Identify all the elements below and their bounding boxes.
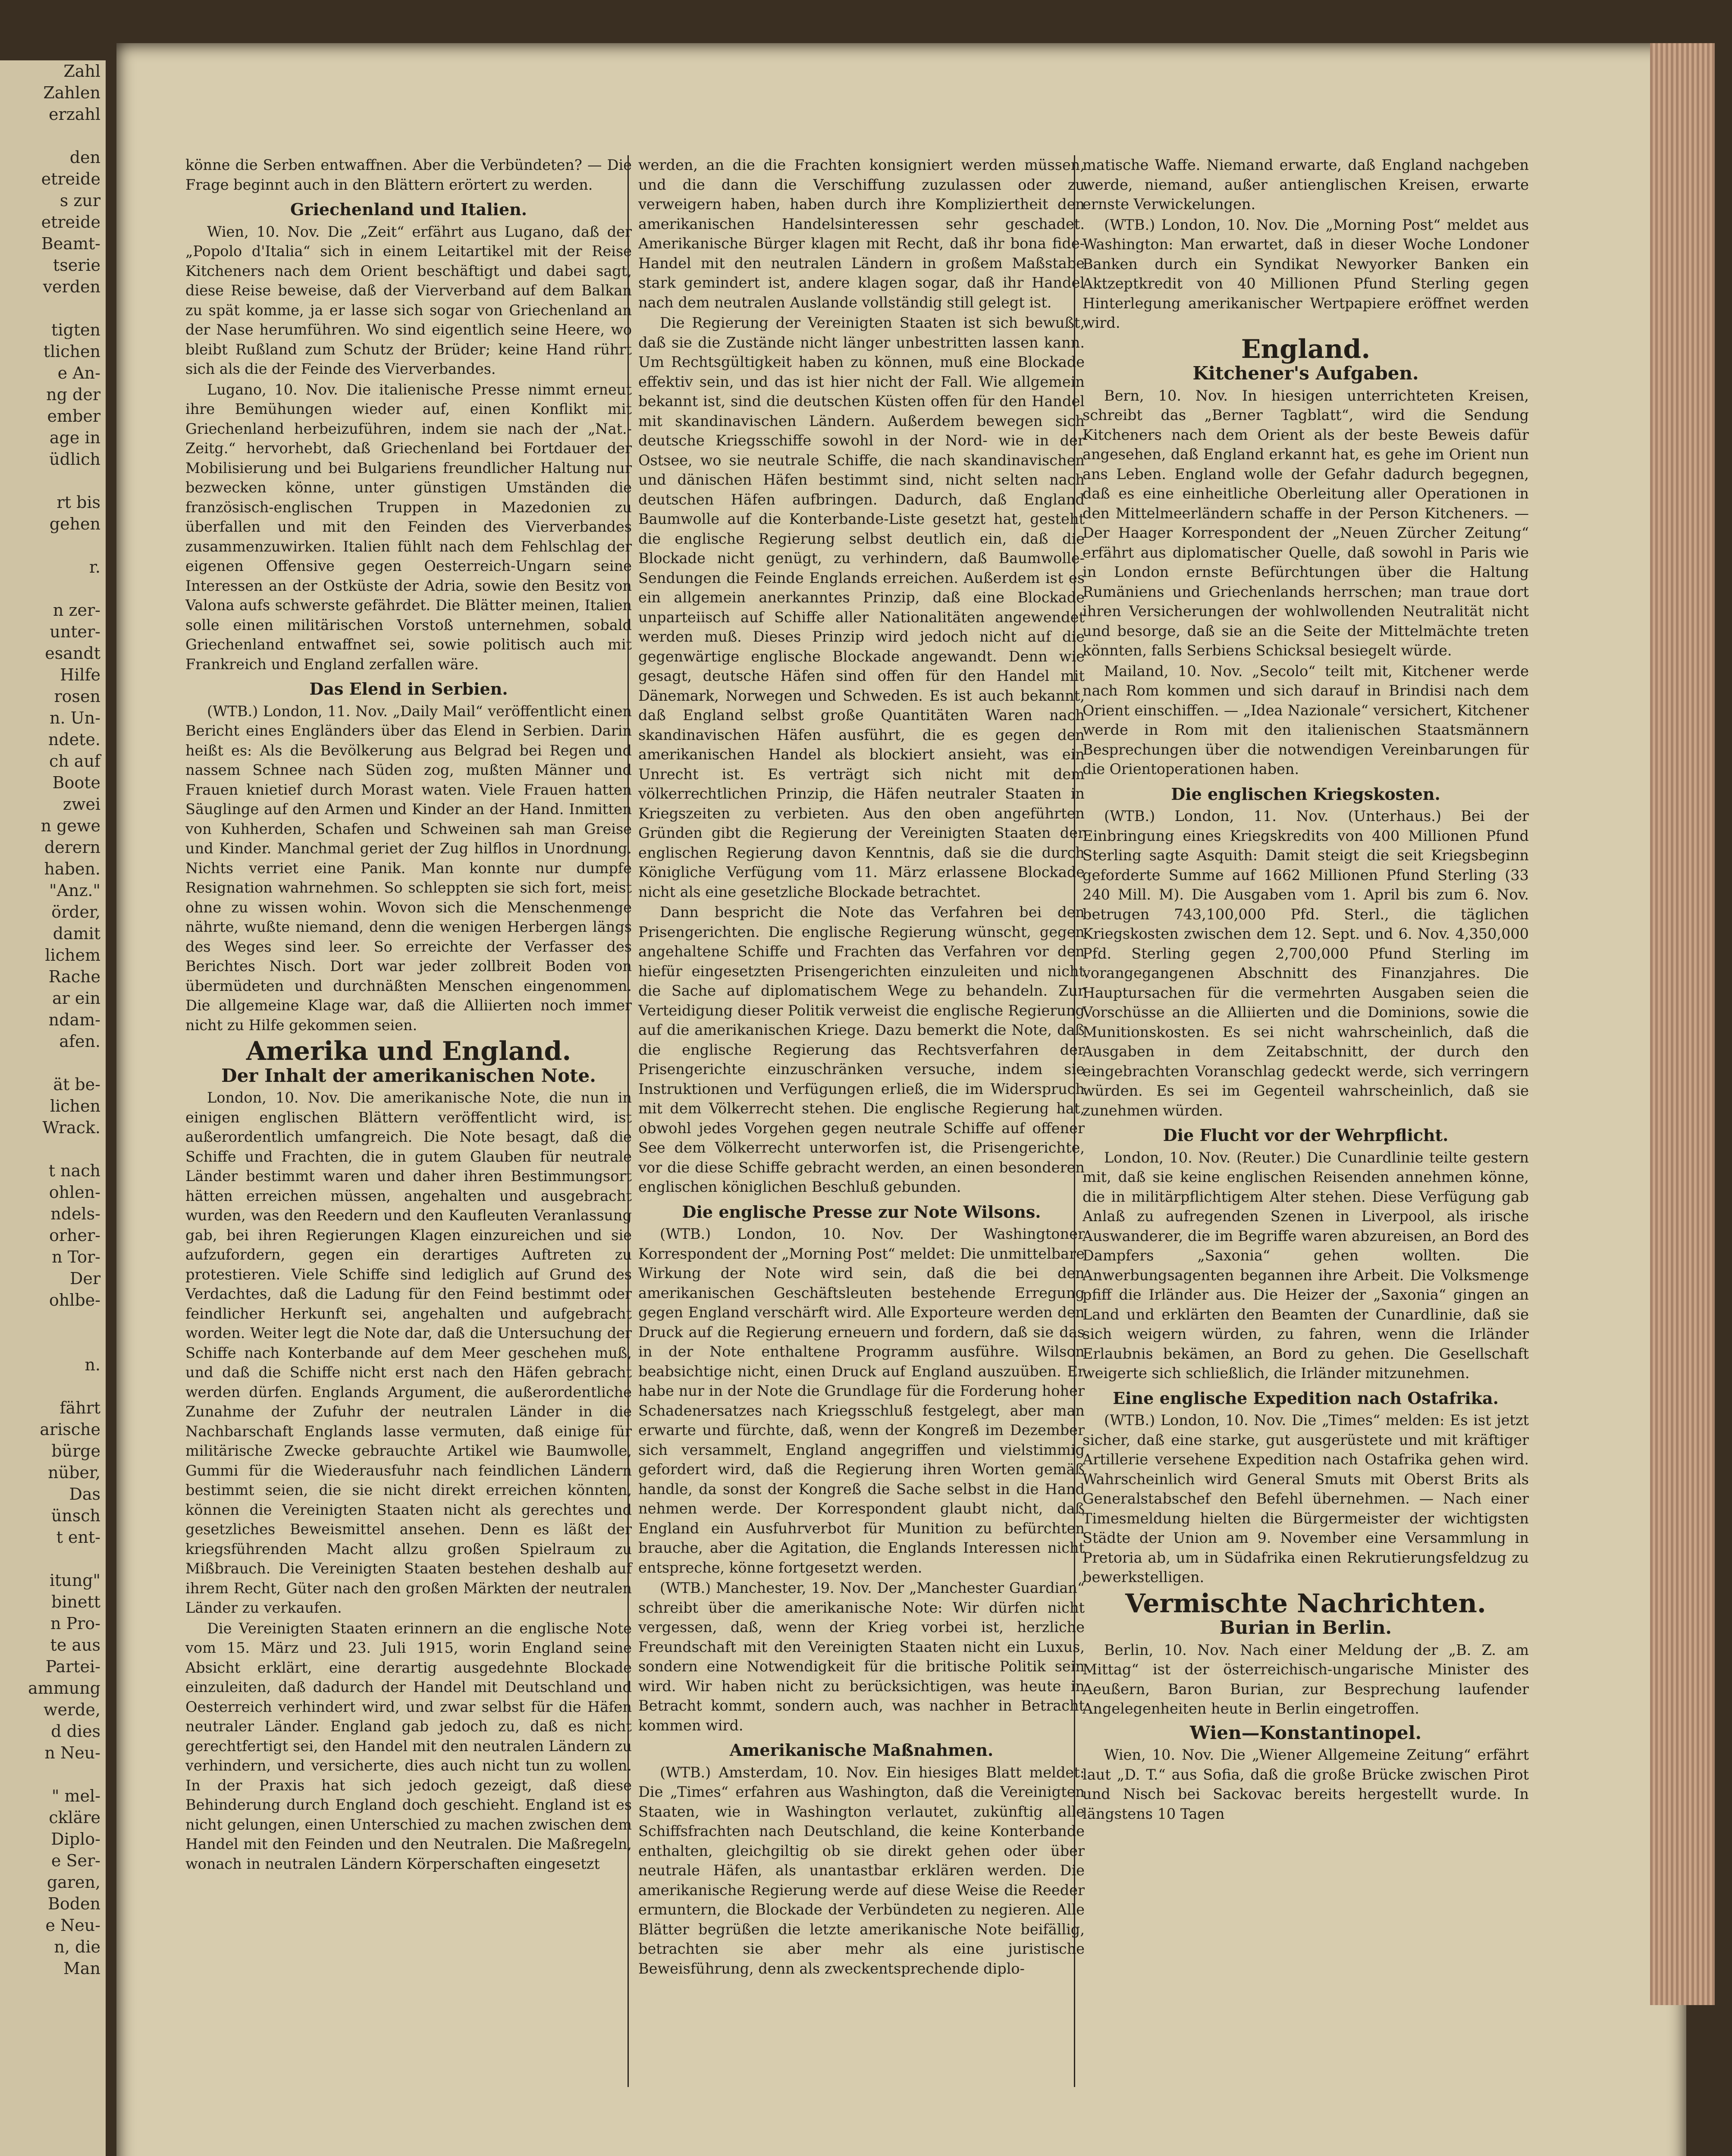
section-heading: Amerikanische Maßnahmen. <box>729 1740 994 1760</box>
left-fragment-line: n. <box>85 1355 100 1374</box>
left-page-fragment <box>0 60 106 2156</box>
left-fragment-line <box>0 1764 106 1785</box>
left-fragment-line: Rache <box>48 967 100 986</box>
left-fragment-line: Zahl <box>63 62 100 81</box>
left-fragment-line <box>0 1548 106 1570</box>
left-fragment-line: werde, <box>43 1700 100 1719</box>
left-fragment-line: etreide <box>41 213 100 232</box>
column-3 <box>1082 155 1529 1824</box>
left-fragment-line: Diplo- <box>51 1830 100 1849</box>
left-fragment-line: rosen <box>54 687 100 706</box>
left-fragment-line: ohlbe- <box>49 1291 100 1310</box>
left-fragment-line: nüber, <box>48 1463 100 1482</box>
left-fragment-line <box>0 1052 106 1074</box>
left-fragment-line: "Anz." <box>49 881 100 900</box>
article-paragraph: Wien, 10. Nov. Die „Zeit“ erfährt aus Lugano, daß der „Popolo d'Italia“ sich in einem Leitartikel mit der Reise Kitcheners nach dem Orient beschäftigt und dabei sagt, diese Reise beweise, daß der Vierverband auf dem Balkan zu spät komme, ja er lasse sich sogar von Griechenland an der Nase herumführen. Wo sind eigentlich seine Heere, wo bleibt Rußland zum Schutz der Brüder; keine Hand rührt sich als die der Feinde des Vierverbandes. <box>185 223 632 377</box>
article-paragraph: (WTB.) Manchester, 19. Nov. Der „Manchester Guardian“ schreibt über die amerikanische Note: Wir dürfen nicht vergessen, daß, wenn der Krieg vorbei ist, herzliche Freundschaft mit den Vereinigten Staaten nicht ein Luxus, sondern eine Notwendigkeit für die britische Politik sein wird. Wir haben nicht zu berücksichtigen, was heute in Betracht kommt, sondern auch, was nachher in Betracht kommen wird. <box>638 1579 1085 1734</box>
column-2 <box>638 155 1085 1979</box>
left-fragment-line: e Ser- <box>51 1851 100 1870</box>
left-fragment-line: Der <box>69 1269 100 1288</box>
left-fragment-line: s zur <box>60 191 100 210</box>
left-fragment-line: damit <box>53 924 100 943</box>
left-fragment-line: n Tor- <box>52 1247 100 1266</box>
left-fragment-line: n. Un- <box>50 708 100 727</box>
article-paragraph: Berlin, 10. Nov. Nach einer Meldung der „B. Z. am Mittag“ ist der österreichisch-ungarische Minister des Aeußern, Baron Burian, zur Besprechung laufender Angelegenheiten heute in Berlin eingetroffen. <box>1082 1641 1529 1717</box>
left-fragment-line: ndete. <box>48 730 100 749</box>
section-heading: Die englische Presse zur Note Wilsons. <box>682 1202 1041 1222</box>
article-paragraph: (WTB.) London, 10. Nov. Der Washingtoner Korrespondent der „Morning Post“ meldet: Die unmittelbare Wirkung der Note wird sein, daß die bei den amerikanischen Geschäftsleuten bestehende Erregung gegen England verschärft wird. Alle Exporteure werden den Druck auf die Regierung erneuern und fordern, daß sie das in der Note enthaltene Programm ausführe. Wilson beabsichtige nicht, einen Druck auf England auszuüben. Er habe nur in der Note die Grundlage für die Forderung hoher Schadenersatzes nach Kriegsschluß festgelegt, aber man erwarte und fürchte, daß, wenn der Kongreß im Dezember sich versammelt, England angegriffen und vielstimmig gefordert wird, daß die Regierung ihren Worten gemäß handle, da sonst der Kongreß die Sache selbst in die Hand nehmen werde. Der Korrespondent glaubt nicht, daß England ein Ausfuhrverbot für Munition zu befürchten brauche, aber die Agitation, die Englands Interessen nicht entspreche, könne fortgesetzt werden. <box>638 1225 1085 1576</box>
left-fragment-line <box>0 578 106 599</box>
left-fragment-line: age in <box>49 428 100 447</box>
left-fragment-line: lichen <box>50 1097 100 1116</box>
section-heading: Vermischte Nachrichten. <box>1125 1588 1486 1619</box>
left-fragment-line: Boden <box>47 1894 100 1913</box>
left-fragment-line: e Neu- <box>45 1916 100 1935</box>
left-fragment-line <box>0 1138 106 1160</box>
left-fragment-line: ar ein <box>52 989 100 1008</box>
left-fragment-line: ember <box>47 407 100 426</box>
left-fragment-line: Das <box>69 1485 100 1504</box>
left-fragment-line: etreide <box>41 169 100 188</box>
left-fragment-line: örder, <box>51 903 100 921</box>
left-fragment-line <box>0 535 106 556</box>
left-fragment-line: orher- <box>49 1226 100 1245</box>
left-fragment-line: ünsch <box>51 1506 100 1525</box>
article-paragraph: (WTB.) Amsterdam, 10. Nov. Ein hiesiges Blatt meldet: Die „Times“ erfahren aus Washington, daß die Vereinigten Staaten, wie in Washington verlautet, zukünftig alle Schiffsfrachten nach Deutschland, die keine Konterbande enthalten, gleichgiltig ob sie direkt gehen oder über neutrale Häfen, als unantastbar erklären werden. Die amerikanische Regierung werde auf diese Weise die Reeder ermuntern, die Blockade der Verbündeten zu negieren. Alle Blätter begrüßen die letzte amerikanische Note beifällig, betrachten sie aber mehr als eine juristische Beweisführung, denn als zweckentsprechende diplo- <box>638 1764 1085 1977</box>
article-paragraph: könne die Serben entwaffnen. Aber die Verbündeten? — Die Frage beginnt auch in den Blättern erörtert zu werden. <box>185 157 632 193</box>
article-paragraph: Mailand, 10. Nov. „Secolo“ teilt mit, Kitchener werde nach Rom kommen und sich darauf in Brindisi nach dem Orient einschiffen. — „Idea Nazionale“ versichert, Kitchener werde in Rom mit den italienischen Staatsmännern Besprechungen über die notwendigen Vereinbarungen für die Orientoperationen haben. <box>1082 662 1529 777</box>
article-paragraph: Wien, 10. Nov. Die „Wiener Allgemeine Zeitung“ erfährt laut „D. T.“ aus Sofia, daß die große Brücke zwischen Pirot und Nisch bei Sackovac bereits hergestellt wurde. In längstens 10 Tagen <box>1082 1746 1529 1822</box>
left-fragment-line: Zahlen <box>43 83 100 102</box>
left-fragment-line: tlichen <box>43 342 100 361</box>
left-fragment-line: ndels- <box>50 1204 100 1223</box>
section-heading: England. <box>1241 334 1371 364</box>
left-fragment-line: bürge <box>51 1442 100 1460</box>
left-fragment-line: Partei- <box>45 1657 100 1676</box>
left-fragment-line: ohlen- <box>49 1183 100 1202</box>
article-paragraph: London, 10. Nov. (Reuter.) Die Cunardlinie teilte gestern mit, daß sie keine englischen Reisenden annehmen könne, die in militärpflichtigem Alter stehen. Diese Verfügung gab Anlaß zu aufregenden Szenen in Liverpool, als irische Auswanderer, die im Begriffe waren abzureisen, an Bord des Dampfers „Saxonia“ gehen wollten. Die Anwerbungsagenten begannen ihre Arbeit. Die Volksmenge pfiff die Irländer aus. Die Heizer der „Saxonia“ gingen an Land und erklärten den Beamten der Cunardlinie, daß sie sich weigern würden, zu fahren, wenn die Irländer Erlaubnis bekämen, an Bord zu gehen. Die Gesellschaft weigerte sich schließlich, die Irländer mitzunehmen. <box>1082 1149 1529 1382</box>
left-fragment-line: Hilfe <box>60 665 100 684</box>
left-fragment-line: gehen <box>49 514 100 533</box>
article-paragraph: (WTB.) London, 10. Nov. Die „Morning Post“ meldet aus Washington: Man erwartet, daß in dieser Woche Londoner Banken durch ein Syndikat Newyorker Banken ein Aktzeptkredit von 40 Millionen Pfund Sterling gegen Hinterlegung amerikanischer Wertpapiere eröffnet werden wird. <box>1082 216 1529 331</box>
article-paragraph: London, 10. Nov. Die amerikanische Note, die nun in einigen englischen Blättern veröffentlicht wird, ist außerordentlich umfangreich. Die Note besagt, daß die Schiffe und Frachten, die in gutem Glauben für neutrale Länder bestimmt waren und daher ihren Bestimmungsort hätten erreichen müssen, angehalten und ausgebracht wurden, was den Reedern und den Kaufleuten Veranlassung gab, bei ihren Regierungen Klagen einzureichen und sie aufzufordern, gegen ein derartiges Auftreten zu protestieren. Viele Schiffe sind lediglich auf Grund des Verdachtes, daß die Ladung für den Feind bestimmt oder feindlicher Herkunft sei, angehalten und aufgebracht worden. Weiter legt die Note dar, daß die Untersuchung der Schiffe nach Konterbande auf dem Meer geschehen muß, und daß die Schiffe nicht erst nach den Häfen gebracht werden dürfen. Englands Argument, die außerordentliche Zunahme der Zufuhr der neutralen Länder in die Nachbarschaft Englands lasse vermuten, daß einige für militärische Zwecke gebrauchte Artikel wie Baumwolle, Gummi für die Wiederausfuhr nach feindlichen Ländern bestimmt seien, die sie nicht direkt erreichen könnten, können die Vereinigten Staaten nicht als gerechtes und gesetzliches Beweismittel ansehen. Denn es läßt der kriegsführenden Macht allzu großen Spielraum zu Mißbrauch. Die Vereinigten Staaten bestehen deshalb auf ihrem Recht, Güter nach den großen Märkten der neutralen Länder zu verkaufen. <box>185 1089 632 1616</box>
left-fragment-line: tserie <box>53 256 100 275</box>
left-fragment-line: zwei <box>63 795 100 814</box>
article-paragraph: (WTB.) London, 11. Nov. (Unterhaus.) Bei der Einbringung eines Kriegskredits von 400 Millionen Pfund Sterling sagte Asquith: Damit steigt die seit Kriegsbeginn geforderte Summe auf 1662 Millionen Pfund Sterling (33 240 Mill. M). Die Ausgaben vom 1. April bis zum 6. Nov. betrugen 743,100,000 Pfd. Sterl., die täglichen Kriegskosten zwischen dem 12. Sept. und 6. Nov. 4,350,000 Pfd. Sterling gegen 2,700,000 Pfund Sterling im vorangegangenen Abschnitt des Finanzjahres. Die Hauptursachen für die vermehrten Ausgaben seien die Vorschüsse an die Alliierten und die Dominions, sowie die Munitionskosten. Es sei nicht wahrscheinlich, daß die Ausgaben in dem Zeitabschnitt, der durch den eingebrachten Voranschlag gedeckt werde, sich verringern würden. Es sei im Gegenteil wahrscheinlich, daß sie zunehmen würden. <box>1082 808 1529 1119</box>
left-fragment-line: ng der <box>46 385 100 404</box>
section-heading: Der Inhalt der amerikanischen Note. <box>221 1065 596 1086</box>
left-fragment-line: ät be- <box>53 1075 100 1094</box>
left-fragment-line: d dies <box>51 1722 100 1741</box>
left-fragment-line: n Neu- <box>44 1743 100 1762</box>
left-fragment-line <box>0 1332 106 1354</box>
section-heading: Kitchener's Aufgaben. <box>1192 363 1419 384</box>
section-heading: Die englischen Kriegskosten. <box>1171 784 1440 804</box>
article-paragraph: Bern, 10. Nov. In hiesigen unterrichteten Kreisen, schreibt das „Berner Tagblatt“, wird die Sendung Kitcheners nach dem Orient als der beste Beweis dafür angesehen, daß England erkannt hat, es gehe im Orient nun ans Leben. England wolle der Gefahr dadurch begegnen, daß es eine einheitliche Oberleitung aller Operationen in den Mittelmeerländern schaffe in der Person Kitcheners. — Der Haager Korrespondent der „Neuen Zürcher Zeitung“ erfährt aus diplomatischer Quelle, daß sowohl in Paris wie in London ernste Befürchtungen über die Haltung Rumäniens und Griechenlands herrschen; man traue dort ihren Versicherungen der wohlwollenden Neutralität nicht und besorge, daß sie an die Seite der Mittelmächte treten könnten, falls Serbiens Schicksal besiegelt würde. <box>1082 387 1529 659</box>
section-heading: Die Flucht vor der Wehrpflicht. <box>1163 1125 1449 1145</box>
article-paragraph: Die Vereinigten Staaten erinnern an die englische Note vom 15. März und 23. Juli 1915, worin England seine Absicht erklärt, eine derartig ausgedehnte Blockade einzuleiten, daß dadurch der Handel mit Deutschland und Oesterreich verhindert wird, und zwar selbst für die Häfen neutraler Länder. England gab jedoch zu, daß es nicht gerechtfertigt sei, den Handel mit den neutralen Ländern zu verhindern, und versicherte, dies auch nicht tun zu wollen. In der Praxis hat sich jedoch gezeigt, daß diese Behinderung durch England doch geschieht. England ist es nicht gelungen, einen Unterschied zu machen zwischen dem Handel mit den Feinden und den Neutralen. Die Maßregeln, wonach in neutralen Ländern Körperschaften eingesetzt <box>185 1620 632 1872</box>
article-paragraph: matische Waffe. Niemand erwarte, daß England nachgeben werde, niemand, außer antienglischen Kreisen, erwarte ernste Verwickelungen. <box>1082 157 1529 213</box>
left-fragment-line <box>0 470 106 492</box>
left-fragment-line: den <box>69 148 100 167</box>
left-fragment-line: tigten <box>51 320 100 339</box>
left-fragment-line: n Pro- <box>50 1614 100 1633</box>
left-fragment-line: Beamt- <box>41 234 100 253</box>
left-fragment-line <box>0 1311 106 1332</box>
left-fragment-line: n zer- <box>53 601 100 620</box>
left-fragment-line <box>0 125 106 147</box>
left-fragment-line: rt bis <box>56 493 100 512</box>
left-fragment-line: unter- <box>50 622 100 641</box>
left-fragment-line: fährt <box>60 1398 100 1417</box>
left-fragment-line: ch auf <box>49 752 100 771</box>
left-fragment-line: verden <box>43 277 100 296</box>
article-paragraph: werden, an die die Frachten konsigniert werden müssen, und die dann die Verschiffung zuzulassen oder zu verweigern haben, haben durch ihre Kompliziertheit den amerikanischen Handelsinteressen sehr geschadet. Amerikanische Bürger klagen mit Recht, daß ihr bona fide-Handel mit den neutralen Ländern in großem Maßstabe stark gemindert ist, andere klagen sogar, daß ihr Handel nach dem neutralen Auslande vollständig still gelegt ist. <box>638 157 1085 311</box>
left-fragment-line: Boote <box>52 773 100 792</box>
book-edge <box>1650 43 1715 2005</box>
section-heading: Griechenland und Italien. <box>290 200 527 219</box>
column-1 <box>185 155 632 1874</box>
left-fragment-line: garen, <box>47 1873 100 1892</box>
left-fragment-line: n gewe <box>41 816 100 835</box>
section-heading: Eine englische Expedition nach Ostafrika. <box>1113 1388 1499 1408</box>
left-fragment-line: t nach <box>48 1161 100 1180</box>
left-fragment-line: arische <box>40 1420 100 1439</box>
left-fragment-line: e An- <box>57 364 100 382</box>
left-fragment-line: t ent- <box>56 1528 100 1547</box>
left-fragment-line: ndam- <box>48 1010 100 1029</box>
left-fragment-line: lichem <box>45 946 100 965</box>
article-paragraph: (WTB.) London, 10. Nov. Die „Times“ melden: Es ist jetzt sicher, daß eine starke, gut ausgerüstete und mit kräftiger Artillerie versehene Expedition nach Ostafrika gehen wird. Wahrscheinlich wird General Smuts mit Oberst Brits als Generalstabschef den Befehl übernehmen. — Nach einer Timesmeldung hielten die Bürgermeister der wichtigsten Städte der Union am 9. November eine Versammlung in Pretoria ab, um in Südafrika einen Rekrutierungsfeldzug zu bewerkstelligen. <box>1082 1412 1529 1586</box>
left-fragment-line: afen. <box>59 1032 100 1051</box>
section-heading: Amerika und England. <box>246 1036 571 1066</box>
left-fragment-line <box>0 1376 106 1397</box>
left-fragment-line: haben. <box>44 859 100 878</box>
left-page-text <box>0 60 106 1979</box>
article-paragraph: Dann bespricht die Note das Verfahren bei den Prisengerichten. Die englische Regierung wünscht, gegen angehaltene Schiffe und Frachten das Verfahren vor den hiefür eingesetzten Prisengerichten einzuleiten und nicht die Sache auf diplomatischem Wege zu behandeln. Zur Verteidigung dieser Politik verweist die englische Regierung auf die amerikanischen Kriege. Dazu bemerkt die Note, daß die englische Regierung das Rechtsverfahren der Prisengerichte einzuschränken versuche, indem sie Instruktionen und Verfügungen erließ, die im Widerspruch mit dem Völkerrecht stehen. Die englische Regierung hat, obwohl jedes Vorgehen gegen neutrale Schiffe auf offener See dem Völkerrecht unterworfen ist, die Prisengerichte, vor die diese Schiffe gebracht werden, an einen besonderen englischen königlichen Beschluß gebunden. <box>638 904 1085 1195</box>
left-fragment-line: r. <box>89 558 100 577</box>
article-paragraph: Lugano, 10. Nov. Die italienische Presse nimmt erneut ihre Bemühungen wieder auf, einen Konflikt mit Griechenland herbeizuführen, indem sie nach der „Nat.-Zeitg.“ hervorhebt, daß Griechenland bei Fortdauer der Mobilisierung und bei Bulgariens freundlicher Haltung nur bezwecken könne, unter günstigen Umständen die französisch-englischen Truppen in Mazedonien zu überfallen und mit den Feinden des Vierverbandes zusammenzuwirken. Italien fühlt nach dem Fehlschlag der eigenen Offensive gegen Oesterreich-Ungarn seine Interessen an der Ostküste der Adria, sowie den Besitz von Valona aufs schwerste gefährdet. Die Blätter meinen, Italien solle einen militärischen Vorstoß unternehmen, sobald Griechenland entwaffnet sei, sowie politisch auch mit Frankreich und England zerfallen wäre. <box>185 381 632 673</box>
left-fragment-line: üdlich <box>49 450 100 469</box>
left-fragment-line: te aus <box>50 1636 100 1655</box>
left-fragment-line: " mel- <box>51 1786 100 1805</box>
left-fragment-line: Man <box>63 1959 100 1978</box>
left-fragment-line: itung" <box>49 1571 100 1590</box>
left-fragment-line <box>0 298 106 319</box>
article-paragraph: Die Regierung der Vereinigten Staaten ist sich bewußt, daß sie die Zustände nicht länger unbestritten lassen kann. Um Rechtsgültigkeit haben zu können, muß eine Blockade effektiv sein, und das ist hier nicht der Fall. Wie allgemein bekannt ist, sind die deutschen Küsten offen für den Handel mit skandinavischen Ländern. Außerdem bewegen sich deutsche Kriegsschiffe sowohl in der Nord- wie in der Ostsee, wo sie neutrale Schiffe, die nach skandinavischen und dänischen Häfen bestimmt sind, nicht selten nach deutschen Häfen aufbringen. Dadurch, daß England Baumwolle auf die Konterbande-Liste gesetzt hat, gesteht die englische Regierung selbst deutlich ein, daß die Blockade nicht genügt, zu verhindern, daß Baumwolle-Sendungen die Feinde Englands erreichen. Außerdem ist es ein allgemein anerkanntes Prinzip, daß eine Blockade unparteiisch auf Schiffe aller Nationalitäten angewendet werden muß. Dieses Prinzip wird jedoch nicht auf die gegenwärtige englische Blockade angewandt. Denn wie gesagt, deutsche Häfen sind offen für den Handel mit Dänemark, Norwegen und Schweden. Es ist auch bekannt, daß England selbst große Quantitäten Waren nach skandinavischen Häfen ausführt, die es gegen den amerikanischen Handel als blockiert ansieht, was ein Unrecht ist. Es verträgt sich nicht mit dem völkerrechtlichen Prinzip, die Häfen neutraler Staaten in Kriegszeiten zu verbieten. Aus den oben angeführten Gründen gibt die Regierung der Vereinigten Staaten der englischen Regierung davon Kenntnis, daß sie die durch Königliche Verfügung vom 11. März erlassene Blockade nicht als eine gesetzliche Blockade betrachtet. <box>638 314 1085 900</box>
left-fragment-line: derern <box>44 838 100 857</box>
left-fragment-line: erzahl <box>49 105 100 124</box>
section-heading: Burian in Berlin. <box>1219 1617 1392 1638</box>
left-fragment-line: ckläre <box>49 1808 100 1827</box>
section-heading: Das Elend in Serbien. <box>309 679 508 699</box>
left-fragment-line: Wrack. <box>42 1118 100 1137</box>
left-fragment-line: binett <box>51 1592 100 1611</box>
article-paragraph: (WTB.) London, 11. Nov. „Daily Mail“ veröffentlicht einen Bericht eines Engländers über das Elend in Serbien. Darin heißt es: Als die Bevölkerung aus Belgrad bei Regen und nassem Schnee nach Süden zog, mußten Männer und Frauen knietief durch Morast waten. Viele Frauen hatten Säuglinge auf den Armen und Kinder an der Hand. Inmitten von Kuhherden, Schafen und Schweinen sah man Greise und Kinder. Manchmal geriet der Zug hilflos in Unordnung. Nichts verriet eine Panik. Man konnte nur dumpfe Resignation wahrnehmen. So schleppten sie sich fort, meist ohne zu wissen wohin. Wovon sich die Menschenmenge nährte, wußte niemand, denn die wenigen Herbergen längs des Weges sind leer. So erreichte der Verfasser des Berichtes Nisch. Dort war jeder zollbreit Boden von übermüdeten und durchnäßten Menschen eingenommen. Die allgemeine Klage war, daß die Alliierten noch immer nicht zu Hilfe gekommen seien. <box>185 702 632 1034</box>
left-fragment-line: esandt <box>45 644 100 663</box>
section-heading: Wien—Konstantinopel. <box>1189 1722 1422 1743</box>
left-fragment-line: n, die <box>54 1937 100 1956</box>
left-fragment-line: ammung <box>28 1679 100 1698</box>
